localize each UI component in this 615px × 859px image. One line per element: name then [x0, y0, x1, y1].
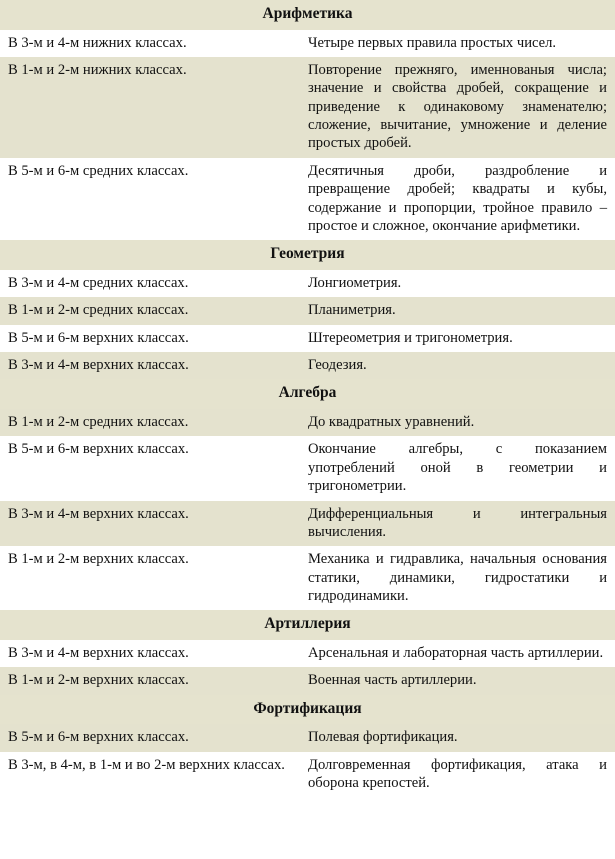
- cell-classes: В 1-м и 2-м верхних классах.: [0, 667, 300, 694]
- cell-classes: В 3-м и 4-м нижних классах.: [0, 30, 300, 57]
- cell-subject: Полевая фортификация.: [300, 724, 615, 751]
- section-heading: Фортификация: [0, 695, 615, 725]
- section-header-row: [0, 240, 615, 270]
- table-row: [0, 270, 615, 297]
- cell-classes: В 1-м и 2-м средних классах.: [0, 409, 300, 436]
- cell-subject: Лонгиометрия.: [300, 270, 615, 297]
- section-heading: Геометрия: [0, 240, 615, 270]
- cell-subject: Арсенальная и лабораторная часть артиллерии.: [300, 640, 615, 667]
- cell-subject: Дифференциальныя и интегральныя вычисления.: [300, 501, 615, 547]
- cell-subject: Окончание алгебры, с показанием употреблений оной в геометрии и тригонометрии.: [300, 436, 615, 500]
- cell-classes: В 3-м и 4-м средних классах.: [0, 270, 300, 297]
- table-row: [0, 546, 615, 610]
- cell-subject: Повторение прежняго, именнованыя числа; значение и свойства дробей, сокращение и приведение к одинаковому знаменателю; сложение, вычитание, умножение и деление простых дробей.: [300, 57, 615, 158]
- table-row: [0, 352, 615, 379]
- cell-classes: В 3-м и 4-м верхних классах.: [0, 640, 300, 667]
- table-row: [0, 158, 615, 241]
- section-heading: Арифметика: [0, 0, 615, 30]
- section-header-row: [0, 379, 615, 409]
- cell-classes: В 5-м и 6-м верхних классах.: [0, 325, 300, 352]
- cell-classes: В 1-м и 2-м средних классах.: [0, 297, 300, 324]
- table-row: [0, 667, 615, 694]
- cell-classes: В 5-м и 6-м верхних классах.: [0, 436, 300, 500]
- cell-classes: В 3-м и 4-м верхних классах.: [0, 501, 300, 547]
- table-row: [0, 30, 615, 57]
- table-row: [0, 501, 615, 547]
- cell-subject: Планиметрия.: [300, 297, 615, 324]
- section-header-row: [0, 0, 615, 30]
- section-header-row: [0, 695, 615, 725]
- cell-classes: В 5-м и 6-м верхних классах.: [0, 724, 300, 751]
- section-heading: Артиллерия: [0, 610, 615, 640]
- table-row: [0, 409, 615, 436]
- table-row: [0, 724, 615, 751]
- table-row: [0, 325, 615, 352]
- cell-subject: Штереометрия и тригонометрия.: [300, 325, 615, 352]
- cell-subject: Десятичныя дроби, раздробление и превращение дробей; квадраты и кубы, содержание и пропорции, тройное правило – простое и сложное, окончание арифметики.: [300, 158, 615, 241]
- cell-classes: В 3-м, в 4-м, в 1-м и во 2-м верхних классах.: [0, 752, 300, 798]
- cell-classes: В 1-м и 2-м верхних классах.: [0, 546, 300, 610]
- cell-subject: Военная часть артиллерии.: [300, 667, 615, 694]
- table-row: [0, 640, 615, 667]
- cell-subject: До квадратных уравнений.: [300, 409, 615, 436]
- cell-classes: В 3-м и 4-м верхних классах.: [0, 352, 300, 379]
- cell-subject: Геодезия.: [300, 352, 615, 379]
- cell-subject: Механика и гидравлика, начальныя основания статики, динамики, гидростатики и гидродинамики.: [300, 546, 615, 610]
- section-heading: Алгебра: [0, 379, 615, 409]
- cell-subject: Долговременная фортификация, атака и оборона крепостей.: [300, 752, 615, 798]
- cell-classes: В 5-м и 6-м средних классах.: [0, 158, 300, 241]
- table-row: [0, 57, 615, 158]
- section-header-row: [0, 610, 615, 640]
- table-row: [0, 297, 615, 324]
- table-row: [0, 436, 615, 500]
- cell-subject: Четыре первых правила простых чисел.: [300, 30, 615, 57]
- table-row: [0, 752, 615, 798]
- cell-classes: В 1-м и 2-м нижних классах.: [0, 57, 300, 158]
